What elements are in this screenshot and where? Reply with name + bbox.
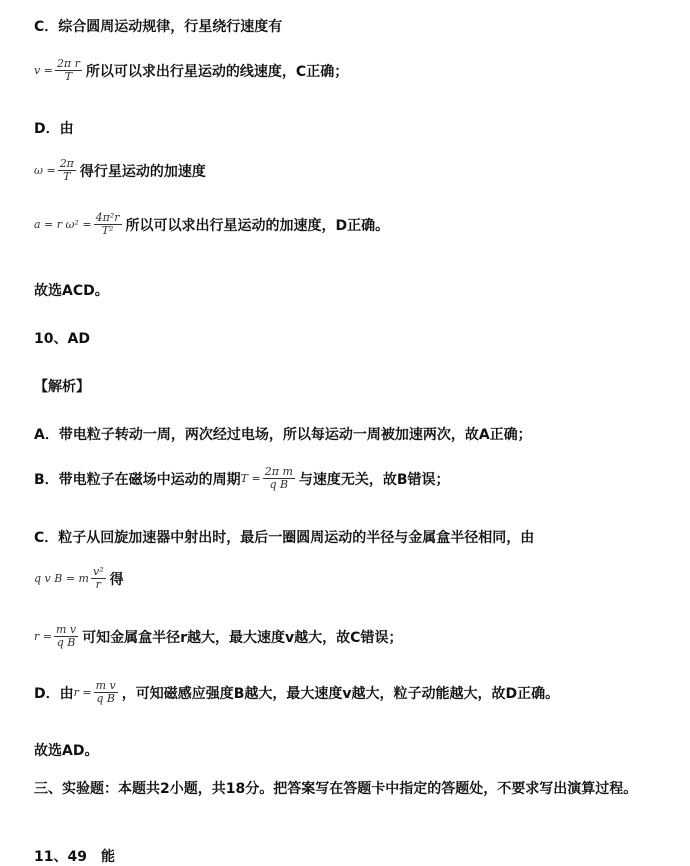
text: 得行星运动的加速度 [79, 163, 206, 180]
option-c-analysis [34, 527, 534, 547]
question-10-answer [34, 328, 90, 348]
formula-numerator: v² [92, 565, 104, 578]
text: 11、49 能 [34, 849, 115, 865]
text: D．由 [34, 685, 74, 702]
text: D．由 [34, 121, 74, 137]
formula-lhs: r = [73, 686, 92, 699]
text: A．带电粒子转动一周，两次经过电场，所以每运动一周被加速两次，故A正确； [34, 427, 532, 443]
section-3-heading [34, 776, 664, 802]
formula-lhs: v = [34, 64, 53, 77]
question-11-answer [34, 846, 115, 866]
formula-numerator: 2π m [264, 465, 293, 478]
text: C．综合圆周运动规律，行星绕行速度有 [34, 19, 283, 35]
formula-numerator: 2π [59, 157, 74, 170]
option-a-analysis [34, 424, 532, 444]
formula-lhs: ω = [34, 164, 56, 177]
text: 【解析】 [34, 379, 90, 395]
formula-velocity [34, 58, 84, 83]
text: 与速度无关，故B错误； [298, 471, 450, 488]
formula-lhs: r = [34, 630, 52, 643]
formula-line-velocity [34, 58, 348, 83]
formula-denominator: T² [101, 224, 114, 237]
formula-numerator: 2π r [56, 57, 80, 70]
formula-lhs: q v B = m [34, 572, 89, 585]
text: 故选ACD。 [34, 283, 109, 299]
formula-period [241, 466, 297, 491]
formula-numerator: m v [55, 623, 77, 636]
formula-line-omega [34, 158, 206, 183]
text: C．粒子从回旋加速器中射出时，最后一圈圆周运动的半径与金属盒半径相同，由 [34, 530, 535, 546]
text: 10、AD [34, 331, 90, 347]
formula-line-radius [34, 624, 402, 649]
text: 所以可以求出行星运动的线速度，C正确； [85, 63, 349, 80]
formula-denominator: q B [56, 636, 76, 649]
formula-numerator: m v [95, 679, 116, 692]
formula-lhs: T = [240, 472, 261, 485]
formula-radius [34, 624, 80, 649]
formula-omega [34, 158, 78, 183]
formula-radius-2 [74, 680, 120, 705]
option-b-analysis [34, 466, 450, 491]
formula-acceleration [34, 212, 124, 237]
formula-line-acceleration [34, 212, 389, 237]
text: 可知金属盒半径r越大，最大速度v越大，故C错误； [82, 629, 403, 646]
option-d-intro [34, 118, 74, 138]
formula-numerator: 4π²r [95, 211, 120, 224]
formula-lhs: a = r ω² = [34, 218, 92, 231]
formula-line-lorentz [34, 566, 124, 591]
formula-denominator: q B [269, 478, 289, 491]
formula-lorentz [34, 566, 108, 591]
formula-denominator: r [95, 578, 101, 591]
text: 得 [109, 571, 124, 588]
answer-9 [34, 280, 109, 300]
formula-denominator: T [64, 70, 73, 83]
formula-denominator: T [63, 170, 71, 183]
analysis-heading [34, 376, 90, 396]
text: B．带电粒子在磁场中运动的周期 [34, 471, 241, 488]
option-c-intro [34, 16, 282, 36]
text: 故选AD。 [34, 743, 99, 759]
formula-denominator: q B [96, 692, 115, 705]
text: 所以可以求出行星运动的加速度，D正确。 [125, 217, 390, 234]
text: ，可知磁感应强度B越大，最大速度v越大，粒子动能越大，故D正确。 [121, 685, 560, 702]
option-d-analysis [34, 680, 559, 705]
answer-10 [34, 740, 98, 760]
text: 三、实验题：本题共2小题，共18分。把答案写在答题卡中指定的答题处，不要求写出演算过程。 [34, 781, 638, 797]
